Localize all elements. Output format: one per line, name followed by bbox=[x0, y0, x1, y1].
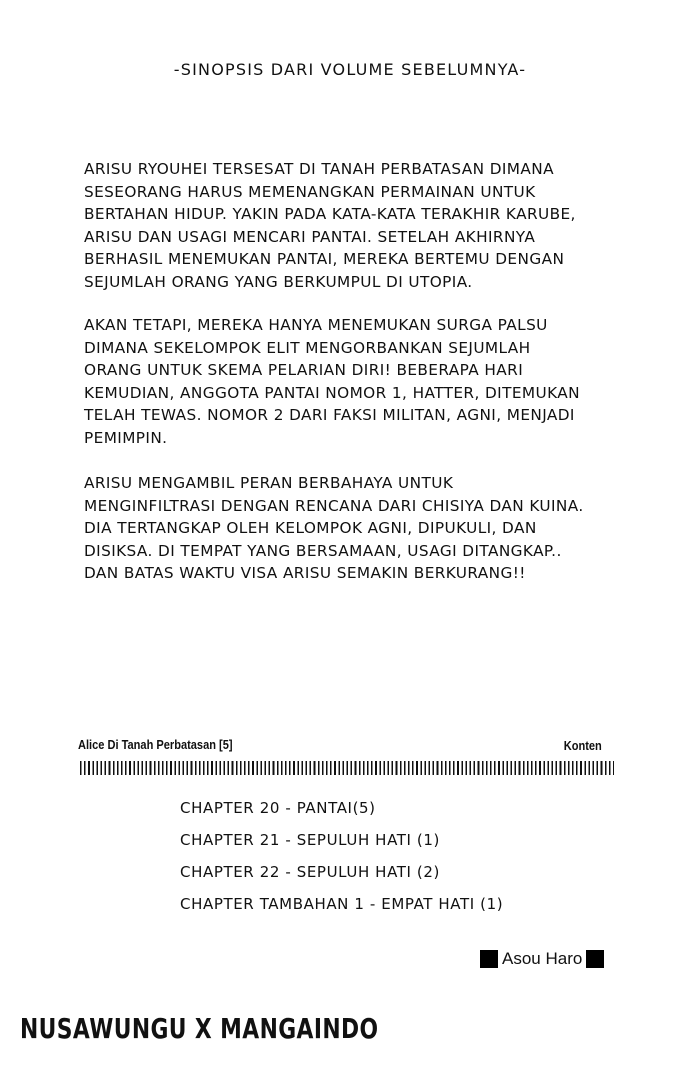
black-square-icon bbox=[586, 950, 604, 968]
text-line: DAN BATAS WAKTU VISA ARISU SEMAKIN BERKURANG!! bbox=[84, 564, 526, 582]
chapter-item: CHAPTER TAMBAHAN 1 - EMPAT HATI (1) bbox=[180, 895, 504, 913]
author-credit bbox=[480, 948, 604, 970]
text-line: DIA TERTANGKAP OLEH KELOMPOK AGNI, DIPUKULI, DAN bbox=[84, 519, 537, 537]
contents-header bbox=[78, 737, 616, 757]
text-line: SEJUMLAH ORANG YANG BERKUMPUL DI UTOPIA. bbox=[84, 272, 473, 291]
black-square-icon bbox=[480, 950, 498, 968]
text-line: TELAH TEWAS. NOMOR 2 DARI FAKSI MILITAN, AGNI, MENJADI bbox=[84, 406, 575, 424]
chapter-item: CHAPTER 21 - SEPULUH HATI (1) bbox=[180, 831, 440, 849]
text-line: ARISU MENGAMBIL PERAN BERBAHAYA UNTUK bbox=[84, 474, 454, 492]
chapter-item: CHAPTER 20 - PANTAI(5) bbox=[180, 799, 376, 817]
contents-label: Konten bbox=[563, 738, 602, 753]
chapter-item: CHAPTER 22 - SEPULUH HATI (2) bbox=[180, 863, 440, 881]
text-line: KEMUDIAN, ANGGOTA PANTAI NOMOR 1, HATTER, DITEMUKAN bbox=[84, 383, 580, 402]
synopsis-paragraph-3 bbox=[84, 472, 624, 585]
text-line: SESEORANG HARUS MEMENANGKAN PERMAINAN UNTUK bbox=[84, 182, 536, 201]
text-line: DIMANA SEKELOMPOK ELIT MENGORBANKAN SEJUMLAH bbox=[84, 338, 531, 357]
synopsis-title: -SINOPSIS DARI VOLUME SEBELUMNYA- bbox=[173, 60, 527, 79]
text-line: BERHASIL MENEMUKAN PANTAI, MEREKA BERTEMU DENGAN bbox=[84, 250, 565, 268]
text-line: ORANG UNTUK SKEMA PELARIAN DIRI! BEBERAPA HARI bbox=[84, 361, 524, 379]
text-line: ARISU DAN USAGI MENCARI PANTAI. SETELAH AKHIRNYA bbox=[84, 227, 536, 246]
text-line: BERTAHAN HIDUP. YAKIN PADA KATA-KATA TERAKHIR KARUBE, bbox=[84, 205, 576, 223]
author-name: Asou Haro bbox=[502, 949, 583, 968]
tick-divider bbox=[80, 761, 614, 775]
text-line: MENGINFILTRASI DENGAN RENCANA DARI CHISIYA DAN KUINA. bbox=[84, 496, 584, 515]
synopsis-paragraph-2 bbox=[84, 314, 624, 449]
synopsis-paragraph-1 bbox=[84, 158, 624, 293]
text-line: AKAN TETAPI, MEREKA HANYA MENEMUKAN SURGA PALSU bbox=[84, 316, 548, 334]
text-line: ARISU RYOUHEI TERSESAT DI TANAH PERBATASAN DIMANA bbox=[84, 160, 554, 178]
scanlation-credit: NUSAWUNGU X MANGAINDO bbox=[20, 1012, 379, 1045]
book-title: Alice Di Tanah Perbatasan [5] bbox=[78, 737, 233, 752]
text-line: PEMIMPIN. bbox=[84, 428, 168, 447]
chapter-list bbox=[180, 792, 580, 920]
text-line: DISIKSA. DI TEMPAT YANG BERSAMAAN, USAGI DITANGKAP.. bbox=[84, 541, 562, 560]
